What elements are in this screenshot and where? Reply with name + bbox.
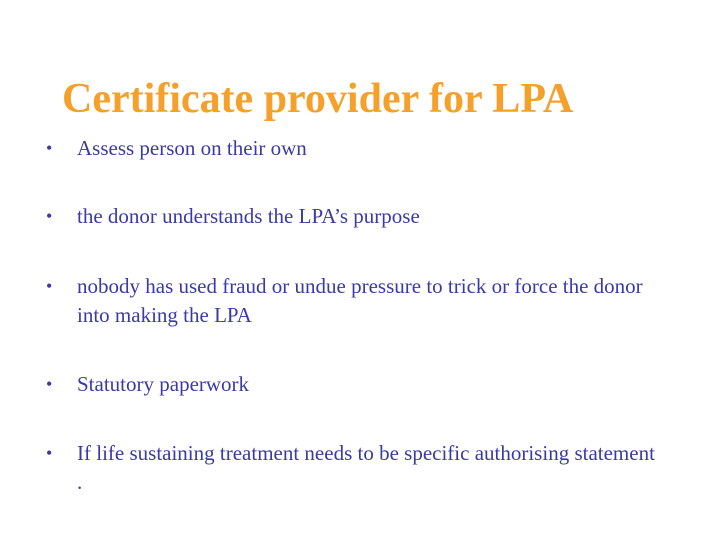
bullet-item [46,202,686,231]
bullet-text: nobody has used fraud or undue pressure to trick or force the donor into making the LPA [77,274,643,327]
bullet-text: Statutory paperwork [77,372,250,396]
bullet-icon: • [46,138,53,158]
bullet-icon: • [46,443,53,463]
bullet-icon: • [46,206,53,226]
bullet-text: the donor understands the LPA’s purpose [77,204,420,228]
bullet-item [46,370,686,399]
slide-title: Certificate provider for LPA [62,76,574,122]
bullet-text: Assess person on their own [77,136,307,160]
bullet-icon: • [46,276,53,296]
bullet-item [46,439,686,497]
bullet-item [46,272,686,330]
bullet-item [46,134,686,163]
bullet-icon: • [46,374,53,394]
bullet-text: If life sustaining treatment needs to be specific authorising statement . [77,441,655,494]
